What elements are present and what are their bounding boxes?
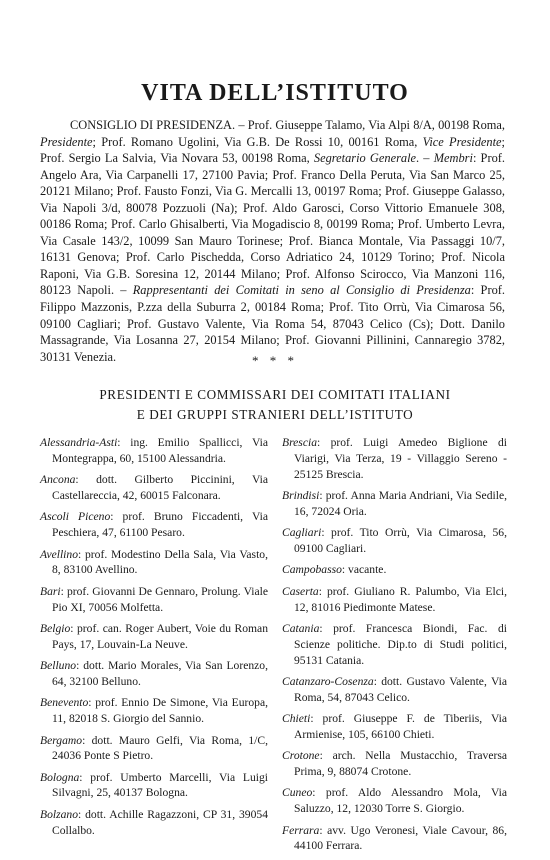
committee-place: Catania	[282, 621, 320, 635]
committees-left-column	[40, 435, 268, 844]
committee-entry	[40, 658, 268, 690]
committee-contact: : prof. Tito Orrù, Via Cimarosa, 56, 09100 Cagliari.	[294, 526, 507, 555]
committee-contact: : dott. Gustavo Valente, Via Roma, 54, 87043 Celico.	[294, 674, 507, 704]
council-part-4: : Prof. Angelo Ara, Via Carpanelli 17, 27100 Pavia; Prof. Franco Della Peruta, Via San Marco 25, 20121 Milano; Prof. Fausto Fonzi, Via G. Mercalli 13, 00197 Roma; Prof. Giuseppe Galasso, Via Napoli 3/d, 80078 Pozzuoli (Na); Prof. Aldo Garosci, Corso Vittorio Emanuele 308, 00186 Roma; Prof. Carlo Ghisalberti, Via Mogadiscio 8, 00199 Roma; Prof. Umberto Levra, Via Casale 143/2, 10099 San Mauro Torinese; Prof. Bianca Montale, Via Passaggi 10/7, 16131 Genova; Prof. Carlo Pischedda, Corso Adriatico 24, 10129 Torino; Prof. Nicola Raponi, Via G.B. Soresina 12, 20144 Milano; Prof. Alfonso Scirocco, Via Manzoni 116, 80123 Napoli. –	[40, 151, 505, 298]
committee-contact: : prof. can. Roger Aubert, Voie du Roman Pays, 17, Louvain-La Neuve.	[52, 621, 268, 651]
committee-place: Bergamo	[40, 733, 83, 747]
committee-entry	[282, 748, 507, 780]
page-title: VITA DELL’ISTITUTO	[141, 80, 409, 106]
committee-place: Campobasso	[282, 563, 342, 577]
role-vice-president: Vice Presidente	[422, 134, 502, 149]
committee-entry	[282, 674, 507, 706]
committee-entry	[40, 547, 268, 579]
committee-contact: : prof. Giuseppe F. de Tiberiis, Via Armienise, 105, 66100 Chieti.	[294, 712, 507, 741]
committee-place: Catanzaro-Cosenza	[282, 674, 374, 688]
committee-contact: : arch. Nella Mustacchio, Traversa Prima, 9, 88074 Crotone.	[294, 749, 507, 779]
committee-place: Brescia	[282, 436, 317, 449]
committee-place: Ancona	[40, 473, 76, 487]
committee-contact: : prof. Anna Maria Andriani, Via Sedile, 16, 72024 Oria.	[294, 488, 507, 518]
committee-contact: : prof. Aldo Alessandro Mola, Via Saluzzo, 12, 12030 Torre S. Giorgio.	[294, 786, 507, 816]
role-members: Membri	[433, 151, 473, 166]
committee-contact: : dott. Gilberto Piccinini, Via Castellareccia, 42, 60015 Falconara.	[52, 473, 268, 502]
role-president: Presidente	[40, 134, 93, 149]
committee-place: Cuneo	[282, 786, 313, 800]
committee-entry	[40, 472, 268, 504]
committee-entry	[40, 584, 268, 616]
committee-place: Caserta	[282, 584, 319, 598]
committee-entry	[282, 525, 507, 557]
council-paragraph	[40, 117, 505, 365]
committee-place: Crotone	[282, 749, 320, 763]
committee-entry	[282, 562, 507, 578]
committee-contact: : vacante.	[341, 563, 387, 577]
committee-contact: : dott. Achille Ragazzoni, CP 31, 39054 Collalbo.	[52, 807, 268, 837]
committee-entry	[40, 695, 268, 727]
committee-entry	[282, 785, 507, 817]
council-part-3: . –	[416, 151, 434, 166]
role-representatives: Rappresentanti dei Comitati in seno al Consiglio di Presidenza	[132, 283, 471, 298]
committee-entry	[40, 509, 268, 541]
committee-place: Bari	[40, 584, 61, 598]
role-secretary: Segretario Generale	[313, 151, 417, 166]
council-text	[40, 117, 505, 365]
committee-place: Avellino	[40, 547, 78, 561]
council-part-5: : Prof. Filippo Mazzonis, P.zza della Suburra 2, 00184 Roma; Prof. Tito Orrù, Via Cimarosa 56, 09100 Cagliari; Prof. Gustavo Valente, Via Roma 54, 87043 Celico (Cs); Dott. Danilo Massagrande, Via Losanna 27, 20154 Milano; Prof. Giovanni Pillinini, Cannaregio 3782, 30131 Venezia.	[40, 283, 505, 364]
committee-entry	[282, 621, 507, 668]
committee-place: Belluno	[40, 659, 77, 673]
committee-entry	[282, 823, 507, 855]
committee-place: Ascoli Piceno	[40, 510, 111, 524]
section-heading-line-1: PRESIDENTI E COMMISSARI DEI COMITATI ITALIANI	[99, 387, 451, 402]
committee-entry	[282, 488, 507, 520]
committee-place: Benevento	[40, 696, 89, 710]
committee-contact: : dott. Mauro Gelfi, Via Roma, 1/C, 24036 Ponte S Pietro.	[52, 733, 268, 763]
committee-place: Brindisi	[282, 488, 320, 502]
section-separator: * * *	[252, 353, 298, 368]
committee-entry	[40, 435, 268, 467]
committee-contact: : avv. Ugo Veronesi, Viale Cavour, 86, 44100 Ferrara.	[294, 823, 507, 853]
committee-entry	[282, 435, 507, 482]
committee-contact: : dott. Mario Morales, Via San Lorenzo, 64, 32100 Belluno.	[52, 659, 268, 688]
committees-right-column	[282, 435, 507, 860]
council-lead: CONSIGLIO DI PRESIDENZA. – Prof. Giuseppe Talamo, Via Alpi 8/A, 00198 Roma,	[70, 118, 505, 132]
council-part-1: ; Prof. Romano Ugolini, Via G.B. De Rossi 10, 00161 Roma,	[92, 134, 423, 149]
committee-entry	[40, 621, 268, 653]
committee-place: Cagliari	[282, 526, 322, 540]
committee-place: Alessandria-Asti	[40, 436, 118, 449]
committee-contact: : prof. Bruno Ficcadenti, Via Peschiera, 47, 61100 Pesaro.	[52, 510, 268, 540]
section-heading-line-2: E DEI GRUPPI STRANIERI DELL’ISTITUTO	[136, 407, 414, 422]
committee-contact: : prof. Francesca Biondi, Fac. di Scienze politiche. Dip.to di Studi politici, 95131 Catania.	[294, 621, 507, 667]
committee-place: Chieti	[282, 712, 311, 726]
committee-entry	[282, 711, 507, 743]
committee-entry	[40, 770, 268, 802]
committee-contact: : prof. Ennio De Simone, Via Europa, 11, 82018 S. Giorgio del Sannio.	[52, 696, 268, 726]
committee-place: Bolzano	[40, 807, 79, 821]
committee-contact: : prof. Modestino Della Sala, Via Vasto, 8, 83100 Avellino.	[52, 547, 268, 577]
section-heading	[0, 385, 550, 425]
committee-contact: : ing. Emilio Spallicci, Via Montegrappa, 60, 15100 Alessandria.	[52, 436, 268, 465]
committee-place: Belgio	[40, 621, 71, 635]
committee-contact: : prof. Luigi Amedeo Biglione di Viarigi, Via Terza, 19 - Villaggio Sereno - 25125 Brescia.	[294, 436, 507, 481]
committee-place: Bologna	[40, 770, 80, 784]
committee-entry	[40, 733, 268, 765]
committee-place: Ferrara	[282, 823, 320, 837]
committee-contact: : prof. Giuliano R. Palumbo, Via Elci, 12, 81016 Piedimonte Matese.	[294, 584, 507, 614]
council-part-2: ; Prof. Sergio La Salvia, Via Novara 53, 00198 Roma,	[40, 134, 505, 166]
committee-contact: : prof. Giovanni De Gennaro, Prolung. Viale Pio XI, 70056 Molfetta.	[52, 584, 268, 614]
committee-contact: : prof. Umberto Marcelli, Via Luigi Silvagni, 25, 40137 Bologna.	[52, 770, 268, 800]
committee-entry	[282, 584, 507, 616]
